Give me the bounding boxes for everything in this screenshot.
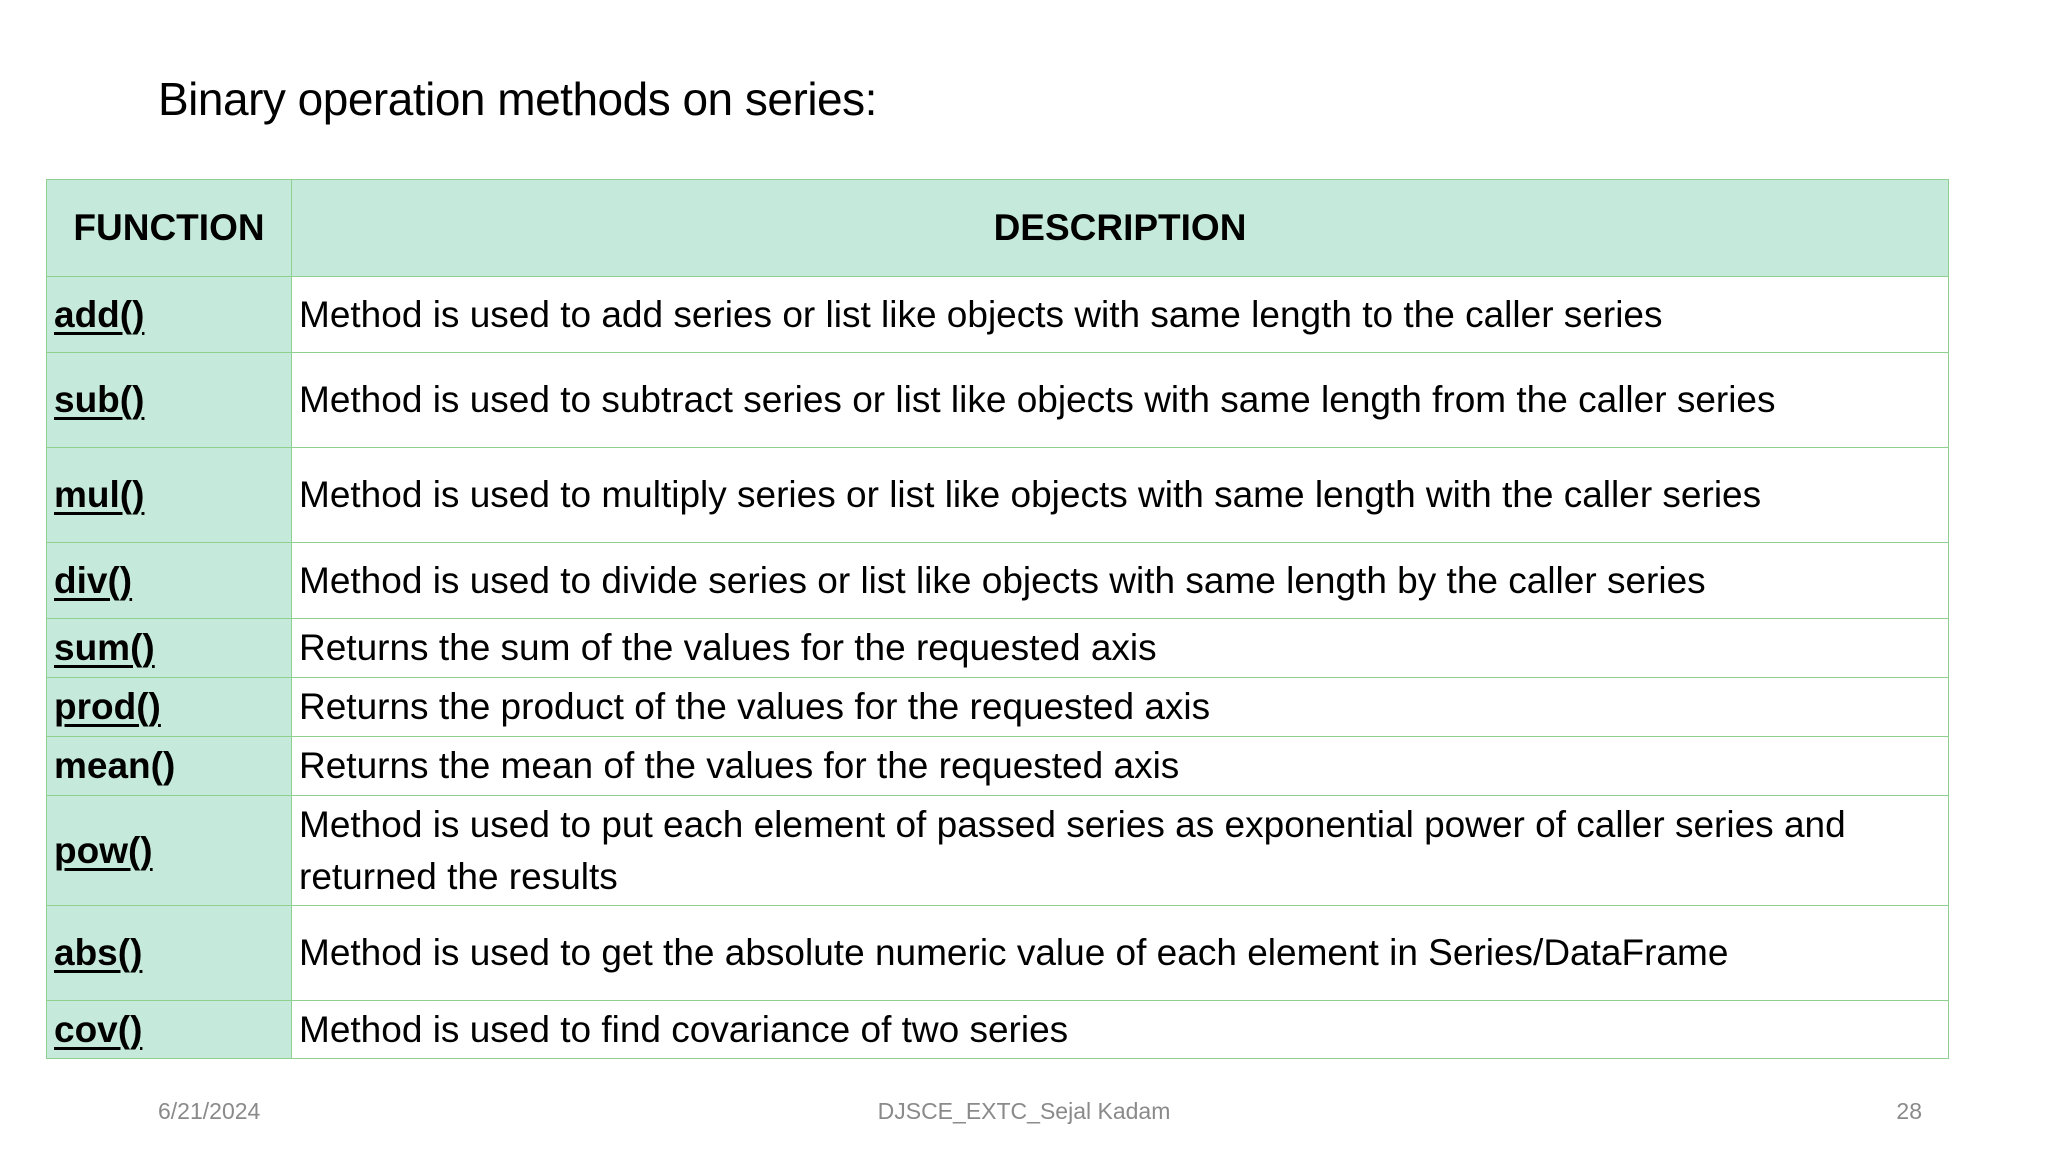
- function-name: mean(): [54, 745, 176, 786]
- description-cell: Method is used to find covariance of two series: [292, 1001, 1949, 1059]
- table-row: [47, 1001, 1949, 1059]
- function-cell: [47, 353, 292, 448]
- description-cell: Method is used to add series or list like objects with same length to the caller series: [292, 277, 1949, 353]
- function-name: prod(): [54, 686, 161, 727]
- description-cell: Method is used to put each element of passed series as exponential power of caller series and returned the results: [292, 796, 1949, 906]
- description-cell: Returns the sum of the values for the requested axis: [292, 619, 1949, 678]
- footer-date: 6/21/2024: [158, 1098, 261, 1124]
- function-name: sub(): [54, 379, 145, 420]
- function-cell: [47, 1001, 292, 1059]
- description-cell: Returns the product of the values for the requested axis: [292, 678, 1949, 737]
- page-number: 28: [1896, 1098, 1922, 1124]
- footer-author: DJSCE_EXTC_Sejal Kadam: [877, 1098, 1171, 1124]
- table-row: [47, 619, 1949, 678]
- table-row: [47, 277, 1949, 353]
- function-name: sum(): [54, 627, 155, 668]
- function-name: add(): [54, 293, 145, 335]
- table-row: [47, 678, 1949, 737]
- table-row: [47, 906, 1949, 1001]
- function-name: abs(): [54, 932, 143, 973]
- description-cell: Method is used to subtract series or list like objects with same length from the caller series: [292, 353, 1949, 448]
- function-name: mul(): [54, 474, 145, 515]
- table-header-row: [47, 180, 1949, 277]
- function-name: pow(): [54, 829, 153, 871]
- function-name: cov(): [54, 1008, 143, 1050]
- description-cell: Method is used to get the absolute numeric value of each element in Series/DataFrame: [292, 906, 1949, 1001]
- function-cell: [47, 796, 292, 906]
- function-column-header: FUNCTION: [47, 180, 292, 277]
- function-cell: [47, 277, 292, 353]
- table-row: [47, 796, 1949, 906]
- function-cell: [47, 678, 292, 737]
- function-cell: [47, 737, 292, 796]
- description-cell: Method is used to multiply series or list like objects with same length with the caller series: [292, 448, 1949, 543]
- table-row: [47, 353, 1949, 448]
- function-cell: [47, 906, 292, 1001]
- function-cell: [47, 543, 292, 619]
- function-name: div(): [54, 559, 133, 601]
- description-cell: Method is used to divide series or list like objects with same length by the caller series: [292, 543, 1949, 619]
- description-cell: Returns the mean of the values for the requested axis: [292, 737, 1949, 796]
- functions-table: [46, 179, 1949, 1059]
- description-column-header: DESCRIPTION: [292, 180, 1949, 277]
- function-cell: [47, 619, 292, 678]
- table-row: [47, 737, 1949, 796]
- table-row: [47, 448, 1949, 543]
- table-row: [47, 543, 1949, 619]
- function-cell: [47, 448, 292, 543]
- slide-title: Binary operation methods on series:: [158, 73, 877, 125]
